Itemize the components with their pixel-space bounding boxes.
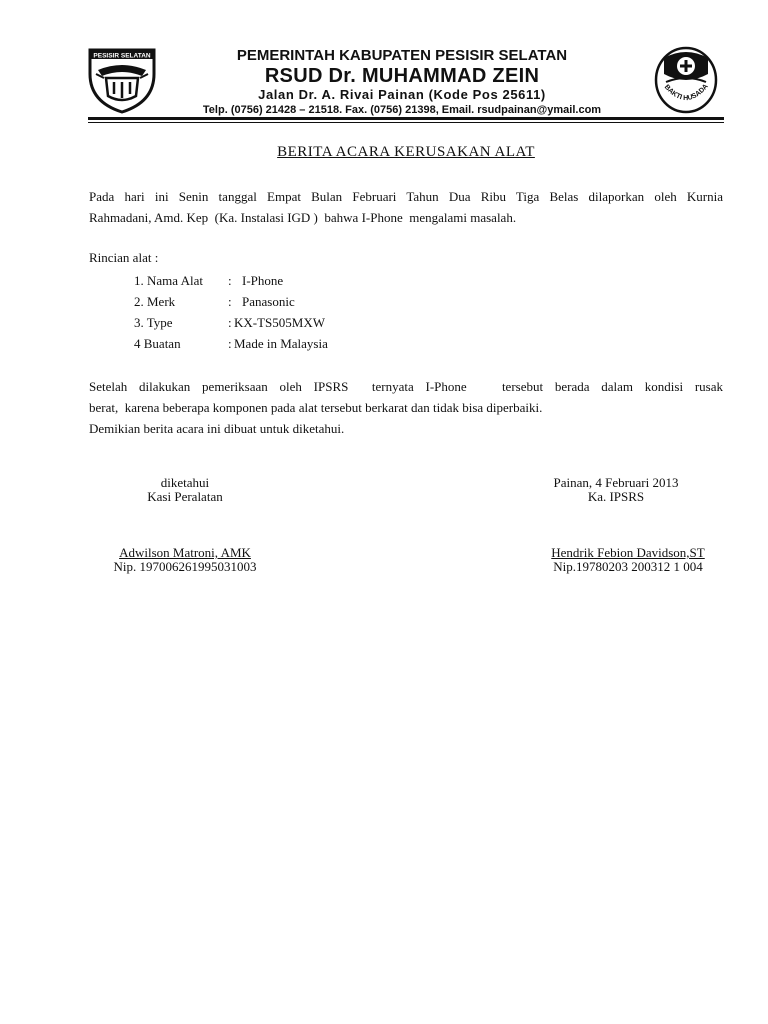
letterhead-rule-thick (88, 117, 724, 120)
opening-line-2: Rahmadani, Amd. Kep (Ka. Instalasi IGD ) bahwa I-Phone mengalami masalah. (89, 210, 517, 225)
sig-left-known: diketahui (160, 475, 210, 490)
item-value: Panasonic (242, 294, 295, 309)
item-value: KX-TS505MXW (234, 315, 325, 330)
item-label: 1. Nama Alat (134, 273, 203, 288)
list-item: 2. Merk : Panasonic (134, 291, 434, 312)
item-value: I-Phone (242, 273, 284, 288)
left-logo-text: PESISIR SELATAN (93, 52, 151, 60)
letterhead-government: PEMERINTAH KABUPATEN PESISIR SELATAN (236, 47, 568, 64)
opening-line-1: Pada hari ini Senin tanggal Empat Bulan Februari Tahun Dua Ribu Tiga Belas dilaporkan oleh Kurnia (89, 189, 723, 204)
sig-right-name: Hendrik Febion Davidson,ST (551, 545, 705, 560)
letterhead-hospital-name: RSUD Dr. MUHAMMAD ZEIN (264, 65, 540, 87)
letterhead (160, 47, 644, 117)
sig-right-position: Ka. IPSRS (587, 489, 645, 504)
sig-left-nip: Nip. 197006261995031003 (113, 559, 257, 574)
right-logo-text: BAKTI HUSADA (662, 83, 710, 103)
signature-right (530, 546, 726, 574)
letterhead-rule-thin (88, 122, 724, 123)
rincian-label: Rincian alat : (89, 250, 159, 265)
opening-paragraph (89, 186, 723, 228)
closing-line: Demikian berita acara ini dibuat untuk diketahui. (89, 421, 345, 436)
finding-line-1: Setelah dilakukan pemeriksaan oleh IPSRS ternyata I-Phone tersebut berada dalam kondisi rusak (89, 379, 723, 394)
sig-left-position: Kasi Peralatan (147, 489, 223, 504)
letterhead-address: Jalan Dr. A. Rivai Painan (Kode Pos 25611) (258, 87, 546, 102)
list-item: 4 Buatan : Made in Malaysia (134, 333, 434, 354)
list-item: 1. Nama Alat : I-Phone (134, 270, 434, 291)
item-label: 3. Type (134, 315, 173, 330)
item-label: 2. Merk (134, 294, 176, 309)
pesisir-selatan-logo-icon (86, 44, 158, 114)
signature-left-heading (110, 476, 260, 504)
signature-left (94, 546, 276, 574)
item-value: Made in Malaysia (234, 336, 328, 351)
finding-line-2: berat, karena beberapa komponen pada alat tersebut berkarat dan tidak bisa diperbaiki. (89, 400, 543, 415)
document-title: BERITA ACARA KERUSAKAN ALAT (277, 144, 535, 160)
letterhead-contact: Telp. (0756) 21428 – 21518. Fax. (0756) 21398, Email. rsudpainan@ymail.com (202, 104, 602, 116)
bakti-husada-logo-icon (652, 44, 720, 114)
sig-right-place-date: Painan, 4 Februari 2013 (553, 475, 679, 490)
finding-paragraph (89, 376, 723, 439)
item-label: 4 Buatan (134, 336, 181, 351)
list-item: 3. Type : KX-TS505MXW (134, 312, 434, 333)
sig-right-nip: Nip.19780203 200312 1 004 (553, 559, 703, 574)
sig-left-name: Adwilson Matroni, AMK (119, 545, 251, 560)
signature-right-heading (536, 476, 696, 504)
